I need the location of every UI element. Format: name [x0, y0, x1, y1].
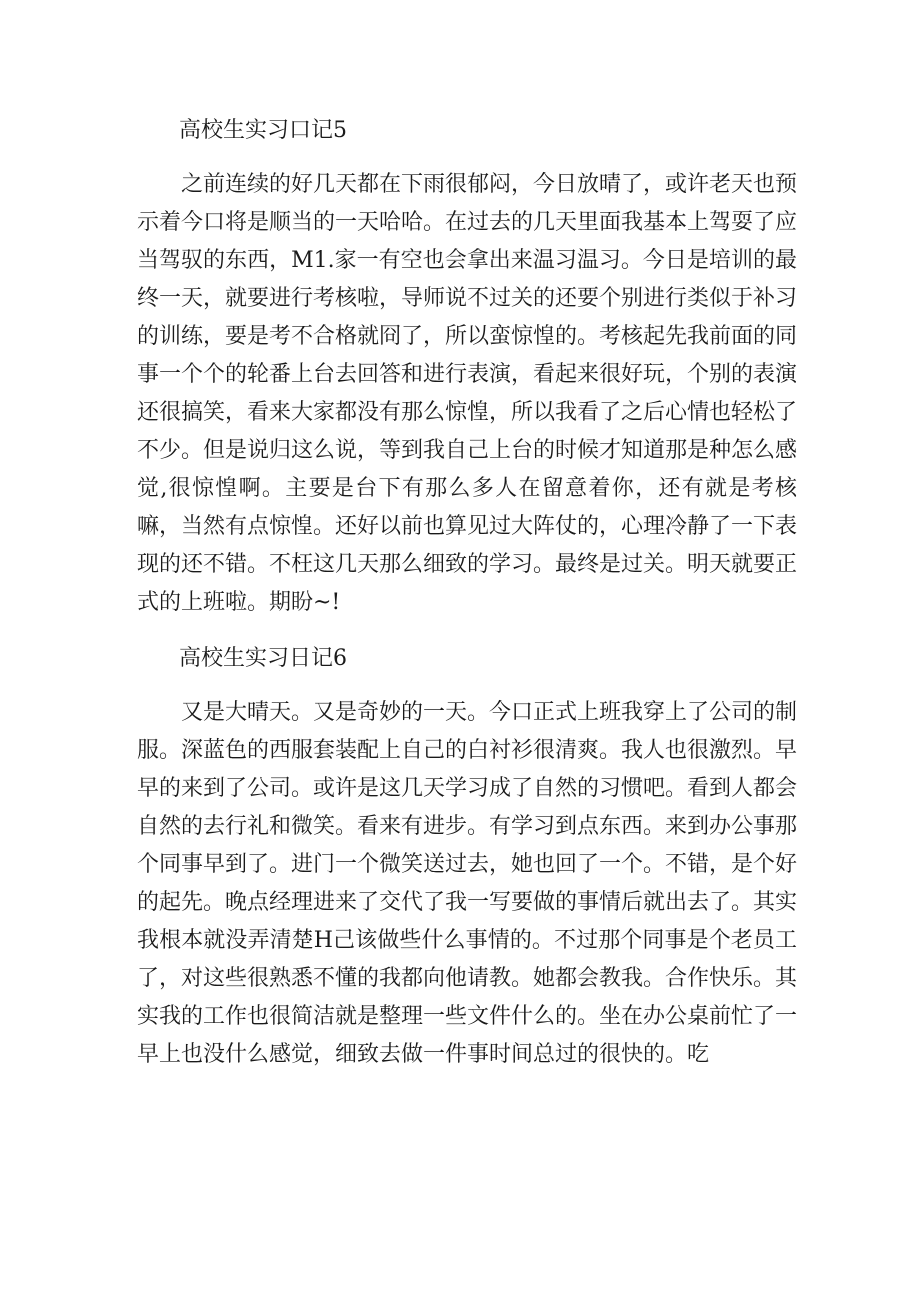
- diary-paragraph-6: 又是大晴天。又是奇妙的一天。今口正式上班我穿上了公司的制服。深蓝色的西服套装配上自己的白衬衫很清爽。我人也很激烈。早早的来到了公司。或许是这几天学习成了自然的习惯吧。看到人都会自然的去行礼和微笑。看来有进步。有学习到点东西。来到办公事那个同事早到了。进门一个微笑送过去，她也回了一个。不错，是个好的起先。晚点经理进来了交代了我一写要做的事情后就出去了。其实我根本就没弄清楚H己该做些什么事情的。不过那个同事是个老员工了，对这些很熟悉不懂的我都向他请教。她都会教我。合作快乐。其实我的工作也很简洁就是整理一些文件什么的。坐在办公桌前忙了一早上也没什么感觉，细致去做一件事时间总过的很快的。吃: [137, 700, 798, 1067]
- diary-heading-5: 高校生实习口记5: [179, 118, 347, 143]
- diary-heading-6: 高校生实习日记6: [179, 646, 347, 671]
- diary-paragraph-5: 之前连续的好几天都在下雨很郁闷，今日放晴了，或许老天也预示着今口将是顺当的一天哈哈。在过去的几天里面我基本上驾耍了应当驾驭的东西，M1.家一有空也会拿出来温习温习。今日是培训的最终一天，就要进行考核啦，导师说不过关的还要个别进行类似于补习的训练，要是考不合格就冏了，所以蛮惊惶的。考核起先我前面的同事一个个的轮番上台去回答和进行表演，看起来很好玩，个别的表演还很搞笑，看来大家都没有那么惊惶，所以我看了之后心情也轻松了不少。但是说归这么说，等到我自己上台的时候才知道那是种怎么感觉,很惊惶啊。主要是台下有那么多人在留意着你，还有就是考核嘛，当然有点惊惶。还好以前也算见过大阵仗的，心理冷静了一下表现的还不错。不枉这几天那么细致的学习。最终是过关。明天就要正式的上班啦。期盼~!: [137, 172, 798, 615]
- document-body: [137, 112, 797, 1074]
